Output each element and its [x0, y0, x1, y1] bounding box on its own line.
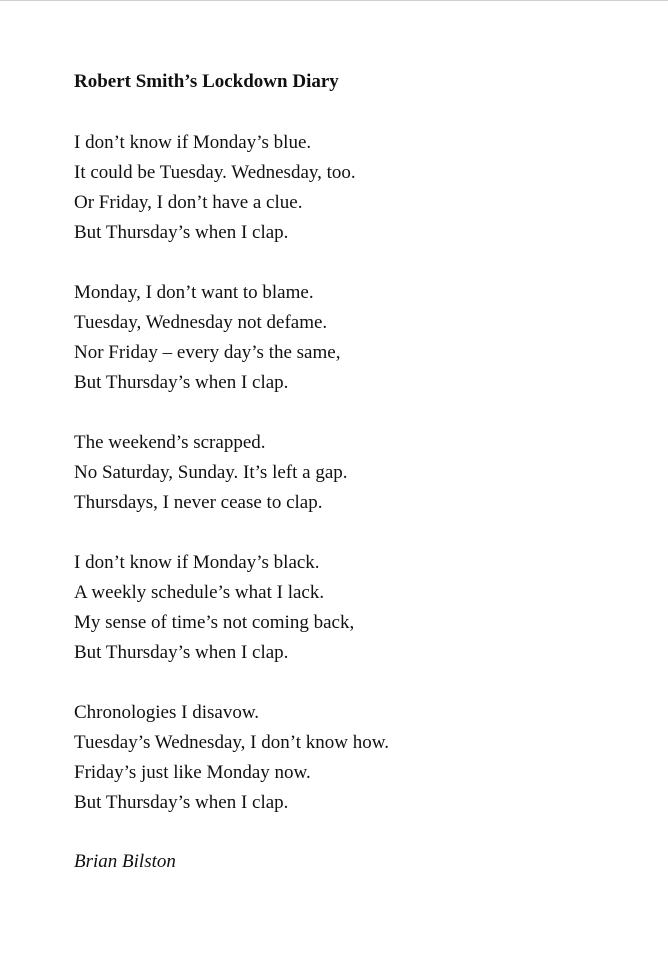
- poem-page: [74, 68, 634, 876]
- stanza-3: [74, 428, 634, 518]
- poem-line: Thursdays, I never cease to clap.: [74, 492, 323, 513]
- poem-line: No Saturday, Sunday. It’s left a gap.: [74, 462, 348, 483]
- poem-line: Chronologies I disavow.: [74, 702, 260, 723]
- stanza-2: [74, 278, 634, 398]
- poem-line: A weekly schedule’s what I lack.: [74, 582, 325, 603]
- poem-line: My sense of time’s not coming back,: [74, 612, 355, 633]
- poem-line: Monday, I don’t want to blame.: [74, 282, 314, 303]
- stanza-1: [74, 128, 634, 248]
- poem-line: But Thursday’s when I clap.: [74, 222, 289, 243]
- stanza-5: [74, 698, 634, 818]
- poem-author: Brian Bilston: [74, 851, 176, 872]
- poem-line: Friday’s just like Monday now.: [74, 762, 311, 783]
- stanza-4: [74, 548, 634, 668]
- poem-line: But Thursday’s when I clap.: [74, 792, 289, 813]
- poem-title: Robert Smith’s Lockdown Diary: [74, 71, 339, 92]
- poem-line: But Thursday’s when I clap.: [74, 372, 289, 393]
- poem-line: Or Friday, I don’t have a clue.: [74, 192, 303, 213]
- top-divider: [0, 0, 668, 1]
- poem-line: Tuesday, Wednesday not defame.: [74, 312, 328, 333]
- poem-line: The weekend’s scrapped.: [74, 432, 266, 453]
- poem-line: But Thursday’s when I clap.: [74, 642, 289, 663]
- poem-line: I don’t know if Monday’s blue.: [74, 132, 312, 153]
- poem-line: I don’t know if Monday’s black.: [74, 552, 320, 573]
- poem-line: Nor Friday – every day’s the same,: [74, 342, 341, 363]
- poem-line: Tuesday’s Wednesday, I don’t know how.: [74, 732, 389, 753]
- poem-line: It could be Tuesday. Wednesday, too.: [74, 162, 356, 183]
